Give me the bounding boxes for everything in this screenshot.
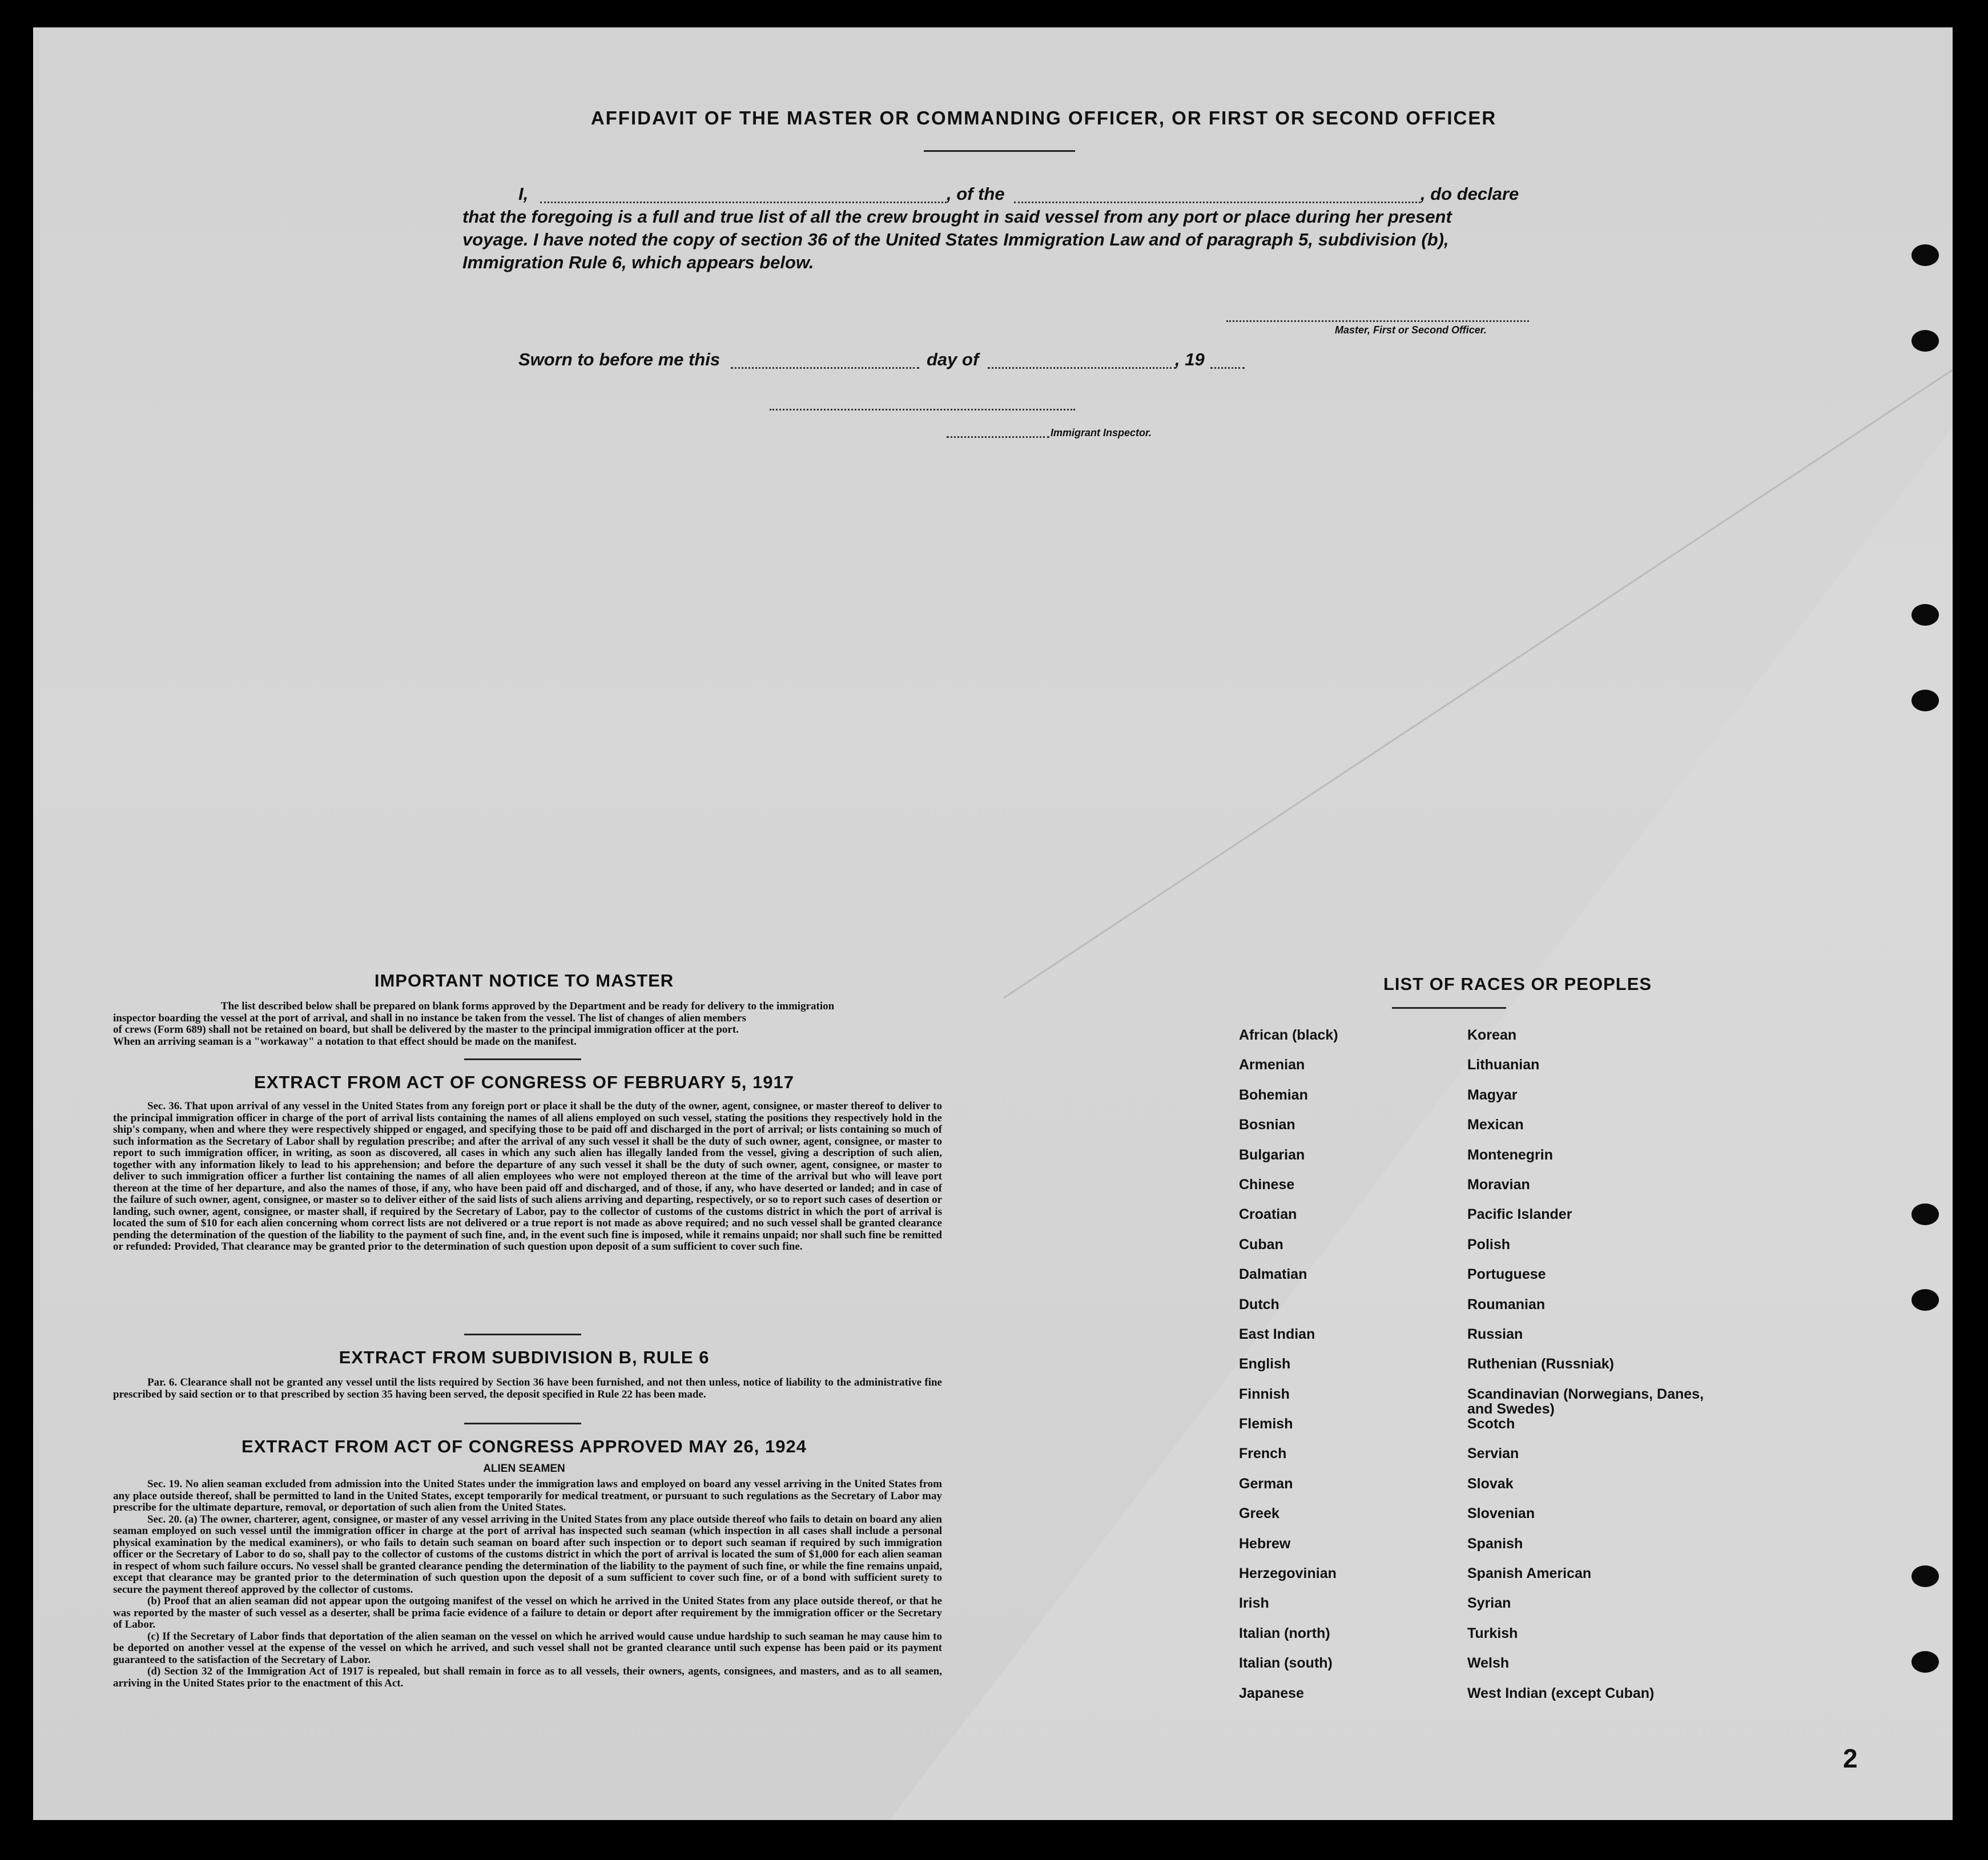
race-item: Bulgarian	[1239, 1146, 1305, 1163]
race-item: Servian	[1467, 1446, 1519, 1462]
page-number: 2	[1843, 1744, 1858, 1773]
race-item: Bosnian	[1239, 1117, 1295, 1133]
race-item: Scandinavian (Norwegians, Danes, and Swedes)	[1467, 1386, 1704, 1417]
punch-hole	[1911, 244, 1939, 266]
race-item: Herzegovinian	[1239, 1565, 1337, 1582]
notice-title: IMPORTANT NOTICE TO MASTER	[374, 971, 674, 991]
race-item: Turkish	[1467, 1625, 1518, 1641]
race-item: Cuban	[1239, 1236, 1283, 1253]
sworn-prefix: Sworn to before me this	[518, 349, 721, 369]
document-page	[33, 27, 1953, 1820]
race-item: Mexican	[1467, 1117, 1524, 1133]
sworn-day: day of	[927, 349, 979, 369]
sec20a-text: Sec. 20. (a) The owner, charterer, agent, consignee, or master of any vessel arriving in the United States from any place outside thereof who fails to detain on board any alien seaman employed on such vessel until the immigration officer in charge at the port of arrival has inspected such seaman (which inspection in all cases shall include a personal physical examination by the medical examiners), or who fails to detain such seaman on board after such inspection or to deport such seaman if required by such immigration officer or the Secretary of Labor to do so, shall pay to the collector of customs of the customs district in which the port of arrival is located the sum of $1,000 for each alien seaman in respect of whom such failure occurs. No vessel shall be granted clearance pending the determination of the liability to the payment of such fine, or while the fine remains unpaid, except that clearance may be granted prior to the determination of such question upon the deposit of a sum sufficient to cover such fine, or of a bond with sufficient surety to secure the payment thereof approved by the collector of customs.	[113, 1513, 942, 1596]
rule6-text: Par. 6. Clearance shall not be granted any vessel until the lists required by Section 36 have been furnished, and not then unless, notice of liability to the administrative fine prescribed by said section or to that prescribed by section 35 having been served, the deposit specified in Rule 22 has been made.	[113, 1376, 942, 1400]
race-item: Greek	[1239, 1505, 1279, 1522]
punch-hole	[1911, 330, 1939, 352]
race-item: Montenegrin	[1467, 1146, 1553, 1163]
race-item: Scotch	[1467, 1416, 1515, 1432]
extract-1924-title: EXTRACT FROM ACT OF CONGRESS APPROVED MAY 26, 1924	[242, 1436, 807, 1456]
race-item: Korean	[1467, 1027, 1517, 1043]
sec19-text: Sec. 19. No alien seaman excluded from admission into the United States under the immigration laws and employed on board any vessel arriving in the United States from any place outside thereof, shall be permitted to land in the United States, except temporarily for medical treatment, or pursuant to such regulations as the Secretary of Labor may prescribe for the ultimate departure, removal, or deportation of such alien from the United States.	[113, 1478, 942, 1513]
race-item: Spanish	[1467, 1535, 1523, 1552]
sworn-year: , 19	[1175, 349, 1205, 369]
race-item: Dutch	[1239, 1296, 1279, 1313]
vessel-field[interactable]	[1014, 202, 1420, 203]
affidavit-line1-i: I,	[518, 184, 529, 204]
affidavit-line2: that the foregoing is a full and true list of all the crew brought in said vessel from any port or place during her present	[462, 207, 1452, 227]
race-item: African (black)	[1239, 1027, 1338, 1043]
race-item: Dalmatian	[1239, 1266, 1307, 1283]
master-signature-field[interactable]	[1226, 320, 1529, 322]
extract-1917-divider	[464, 1334, 581, 1335]
race-item: Portuguese	[1467, 1266, 1546, 1283]
race-item: Italian (south)	[1239, 1655, 1333, 1672]
race-item: English	[1239, 1356, 1291, 1372]
sec20c-text: (c) If the Secretary of Labor finds that deportation of the alien seaman on the vessel on which he arrived would cause undue hardship to such seaman he may cause him to be deported on another vessel at the expense of the vessel on which he arrived, and such vessel shall not be granted clearance until such expense has been paid or its payment guaranteed to the satisfaction of the Secretary of Labor.	[113, 1630, 942, 1666]
notice-divider	[464, 1058, 581, 1060]
race-item: Irish	[1239, 1595, 1269, 1612]
master-signature-caption: Master, First or Second Officer.	[1335, 324, 1487, 336]
races-title: LIST OF RACES OR PEOPLES	[1383, 974, 1652, 994]
affidavit-line1-declare: , do declare	[1420, 184, 1519, 204]
race-item: French	[1239, 1446, 1287, 1462]
race-item: Spanish American	[1467, 1565, 1592, 1582]
sec20b-text: (b) Proof that an alien seaman did not appear upon the outgoing manifest of the vessel on which he arrived in the United States from any place outside thereof, or that he was reported by the master of such vessel as a deserter, shall be prima facie evidence of a failure to detain or deport after requirement by the immigration officer or the Secretary of Labor.	[113, 1595, 942, 1630]
rule6-title: EXTRACT FROM SUBDIVISION B, RULE 6	[339, 1347, 710, 1367]
punch-hole	[1911, 1651, 1939, 1673]
race-item: Pacific Islander	[1467, 1206, 1572, 1223]
race-item: Polish	[1467, 1236, 1511, 1253]
race-item: Ruthenian (Russniak)	[1467, 1356, 1614, 1372]
affidavit-line4: Immigration Rule 6, which appears below.	[462, 252, 814, 272]
inspector-dots	[947, 436, 1049, 438]
race-item: Russian	[1467, 1326, 1523, 1342]
race-item: East Indian	[1239, 1326, 1315, 1342]
race-item: Slovak	[1467, 1475, 1514, 1492]
punch-hole	[1911, 604, 1939, 626]
race-item: Moravian	[1467, 1176, 1530, 1193]
race-item: Chinese	[1239, 1176, 1295, 1193]
punch-hole	[1911, 690, 1939, 711]
affidavit-title: AFFIDAVIT OF THE MASTER OR COMMANDING OFFICER, OR FIRST OR SECOND OFFICER	[590, 107, 1497, 128]
sworn-date-field[interactable]	[731, 367, 919, 369]
extract-1917-title: EXTRACT FROM ACT OF CONGRESS OF FEBRUARY 5, 1917	[254, 1072, 794, 1092]
inspector-caption: Immigrant Inspector.	[1051, 427, 1152, 438]
race-item: Syrian	[1467, 1595, 1511, 1612]
race-item: Lithuanian	[1467, 1057, 1540, 1073]
race-item: German	[1239, 1475, 1293, 1492]
race-item: Welsh	[1467, 1655, 1510, 1672]
rule6-divider	[464, 1423, 581, 1424]
race-item: West Indian (except Cuban)	[1467, 1685, 1655, 1701]
race-item: Finnish	[1239, 1386, 1290, 1402]
race-item: Magyar	[1467, 1086, 1518, 1103]
sworn-year-field[interactable]	[1210, 367, 1245, 369]
notice-body	[113, 1001, 942, 1048]
extract-1924-body	[113, 1479, 942, 1689]
race-item: Roumanian	[1467, 1296, 1546, 1313]
notice-line: The list described below shall be prepared on blank forms approved by the Department and be ready for delivery to the immigration	[220, 1000, 835, 1012]
extract-1917-text: Sec. 36. That upon arrival of any vessel in the United States from any foreign port or place it shall be the duty of the owner, agent, consignee, or master thereof to deliver to the principal immigration officer in charge of the port of arrival lists containing the names of all aliens employed on such vessel, stating the positions they respectively hold in the ship's company, when and where they were respectively shipped or engaged, and specifying those to be paid off and discharged in the port of arrival; or lists containing so much of such information as the Secretary of Labor shall by regulation prescribe; and after the arrival of any such vessel it shall be the duty of such owner, agent, consignee, or master to report to such immigration officer, in writing, as soon as discovered, all cases in which any such alien has illegally landed from the vessel, giving a description of such alien, together with any information likely to lead to his apprehension; and before the departure of any such vessel it shall be the duty of such owner, agent, consignee, or master to deliver to such immigration officer a further list containing the names of all alien employees who were not employed thereon at the time of the arrival but who will leave port thereon at the time of her departure, and also the names of those, if any, who have been paid off and discharged, and of those, if any, who have deserted or landed; and in case of the failure of such owner, agent, consignee, or master so to deliver either of the said lists of such aliens arriving and departing, respectively, or so to report such cases of desertion or landing, such owner, agent, consignee, or master shall, if required by the Secretary of Labor, pay to the collector of customs of the customs district in which the port of arrival is located the sum of $10 for each alien concerning whom correct lists are not delivered or a true report is not made as above required; and no such vessel shall be granted clearance pending the determination of the question of the liability to the payment of such fine, and, in the event such fine is imposed, while it remains unpaid; nor shall such fine be remitted or refunded: Provided, That clearance may be granted prior to the determination of such question upon deposit of a sum sufficient to cover such fine.	[113, 1100, 942, 1253]
extract-1924-subtitle: ALIEN SEAMEN	[483, 1463, 565, 1475]
races-right-column	[1467, 1028, 1707, 1716]
race-item: Flemish	[1239, 1416, 1293, 1432]
punch-hole	[1911, 1565, 1939, 1587]
races-divider	[1392, 1007, 1506, 1009]
notice-line: When an arriving seaman is a "workaway" a notation to that effect should be made on the manifest.	[113, 1035, 577, 1048]
race-item: Japanese	[1239, 1685, 1304, 1701]
race-item: Hebrew	[1239, 1535, 1291, 1552]
race-item: Bohemian	[1239, 1086, 1308, 1103]
affidavit-line1-of: , of the	[947, 184, 1005, 204]
sworn-month-field[interactable]	[988, 367, 1176, 369]
race-item: Italian (north)	[1239, 1625, 1330, 1641]
title-underline	[924, 150, 1075, 152]
name-field[interactable]	[540, 202, 947, 203]
inspector-signature-field[interactable]	[770, 409, 1075, 410]
sec20d-text: (d) Section 32 of the Immigration Act of 1917 is repealed, but shall remain in force as to all vessels, their owners, agents, consignees, and masters, and as to all seamen, arriving in the United States prior to the enactment of this Act.	[113, 1665, 942, 1689]
affidavit-line3: voyage. I have noted the copy of section 36 of the United States Immigration Law and of paragraph 5, subdivision (b),	[462, 230, 1449, 249]
notice-line: inspector boarding the vessel at the port of arrival, and shall in no instance be taken from the vessel. The list of changes of alien members	[113, 1012, 746, 1024]
race-item: Croatian	[1239, 1206, 1297, 1223]
notice-line: of crews (Form 689) shall not be retained on board, but shall be delivered by the master to the principal immigration officer at the port.	[113, 1024, 739, 1036]
race-item: Slovenian	[1467, 1505, 1535, 1522]
punch-hole	[1911, 1289, 1939, 1311]
races-left-column	[1239, 1028, 1456, 1716]
race-item: Armenian	[1239, 1057, 1305, 1073]
punch-hole	[1911, 1203, 1939, 1225]
